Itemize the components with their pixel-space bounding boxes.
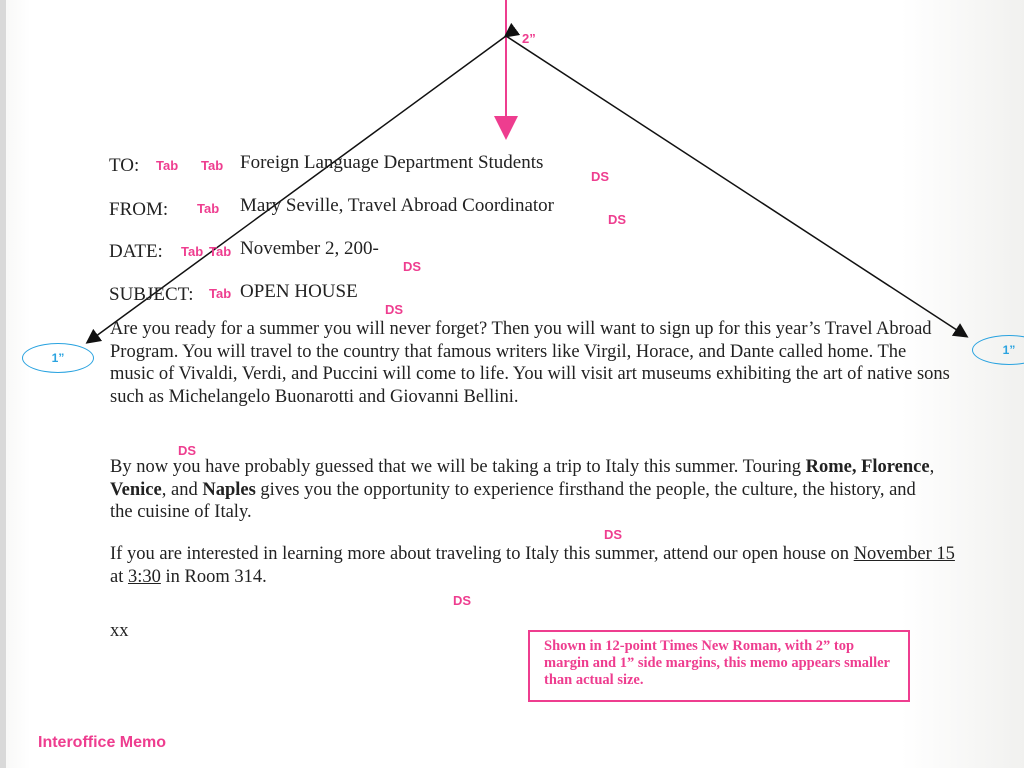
ds-annotation: DS bbox=[178, 443, 197, 458]
city-venice: Venice bbox=[110, 479, 162, 500]
caption-note-box: Shown in 12-point Times New Roman, with 2” top margin and 1” side margins, this memo appears smaller than actual size. bbox=[528, 630, 910, 702]
city-naples: Naples bbox=[202, 479, 256, 500]
to-label: TO: bbox=[109, 155, 140, 176]
ds-annotation: DS bbox=[591, 169, 610, 184]
ds-annotation: DS bbox=[604, 527, 623, 542]
to-value: Foreign Language Department Students bbox=[240, 152, 544, 173]
ds-annotation: DS bbox=[453, 593, 472, 608]
from-value: Mary Seville, Travel Abroad Coordinator bbox=[240, 195, 554, 216]
body-paragraph-2: By now you have probably guessed that we will be taking a trip to Italy this summer. Touring Rome, Florence, Venice, and Naples gives you the opportunity to experience firsthand the people, the culture, the history, and the cuisine of Italy. bbox=[110, 457, 935, 522]
tab-annotation: Tab bbox=[197, 201, 220, 216]
date-value: November 2, 200- bbox=[240, 238, 379, 259]
right-margin-ellipse: 1” bbox=[972, 335, 1024, 365]
top-margin-label: 2” bbox=[522, 31, 536, 46]
subject-label: SUBJECT: bbox=[109, 284, 194, 305]
tab-annotation: Tab bbox=[181, 244, 204, 259]
tab-annotation: Tab bbox=[156, 158, 179, 173]
from-label: FROM: bbox=[109, 199, 169, 220]
ds-annotation: DS bbox=[608, 212, 627, 227]
body-paragraph-3: If you are interested in learning more about traveling to Italy this summer, attend our open house on November 15 at 3:30 in Room 314. bbox=[110, 544, 955, 587]
page-footer-title: Interoffice Memo bbox=[38, 734, 167, 751]
cities-rome-florence: Rome, Florence bbox=[805, 457, 930, 477]
subject-value: OPEN HOUSE bbox=[240, 281, 358, 302]
body-paragraph-1: Are you ready for a summer you will never forget? Then you will want to sign up for this year’s Travel Abroad Program. You will travel to the country that famous writers like Virgil, Horace, and Dante called home. The music of Vivaldi, Verdi, and Puccini will come to life. You will visit art museums exhibiting the art of native sons such as Michelangelo Buonarotti and Giovanni Bellini. bbox=[110, 319, 950, 407]
open-house-time: 3:30 bbox=[127, 566, 161, 587]
reference-initials: xx bbox=[110, 621, 129, 641]
ds-annotation: DS bbox=[385, 302, 404, 317]
ds-annotation: DS bbox=[403, 259, 422, 274]
open-house-date: November 15 bbox=[853, 544, 955, 564]
tab-annotation: Tab bbox=[209, 244, 232, 259]
tab-annotation: Tab bbox=[209, 286, 232, 301]
tab-annotation: Tab bbox=[201, 158, 224, 173]
right-diagonal-arrow bbox=[506, 36, 966, 336]
date-label: DATE: bbox=[109, 241, 163, 262]
left-margin-ellipse: 1” bbox=[22, 343, 94, 373]
